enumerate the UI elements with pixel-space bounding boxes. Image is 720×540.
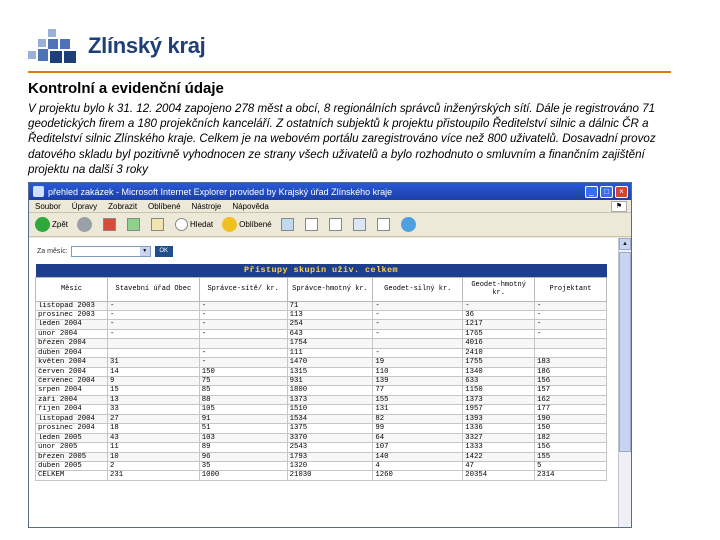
table-cell: 157: [535, 386, 607, 395]
table-cell: 77: [373, 386, 463, 395]
table-cell: 155: [373, 395, 463, 404]
menu-nastroje[interactable]: Nástroje: [191, 201, 222, 211]
table-row: [36, 386, 607, 395]
table-cell: -: [199, 358, 287, 367]
table-cell: -: [373, 348, 463, 357]
browser-menubar: [29, 200, 631, 213]
table-cell: 71: [287, 301, 373, 310]
table-cell: 64: [373, 433, 463, 442]
table-cell: 91: [199, 414, 287, 423]
table-cell: [373, 339, 463, 348]
table-cell: -: [107, 329, 199, 338]
table-cell: 4: [373, 461, 463, 470]
ie-icon: [33, 186, 44, 197]
table-row: [36, 348, 607, 357]
refresh-icon: [127, 218, 140, 231]
filter-label: Za měsíc:: [37, 248, 68, 255]
table-cell: 82: [373, 414, 463, 423]
table-cell: 182: [535, 433, 607, 442]
table-cell: 2: [107, 461, 199, 470]
intro-paragraph: V projektu bylo k 31. 12. 2004 zapojeno 278 měst a obcí, 8 regionálních správců inženýrských sítí. Dále je registrováno 71 geodetických firem a 180 projekčních kanceláří. Z ostatních subjektů k projektu přistoupilo Ředitelství silnic a dálnic ČR a Ředitelství silnic Zlínského kraje. Celkem je na webovém portálu zaregistrováno více než 800 uživatelů. Dosavadní provoz datového skladu byl pozitivně vyhodnocen ze strany všech uživatelů a bylo rozhodnuto o smluvním a finančním zajištění projektu na další 3 roky: [28, 102, 656, 176]
table-cell: 88: [199, 395, 287, 404]
table-cell: 1510: [287, 405, 373, 414]
table-cell: 1373: [287, 395, 373, 404]
table-row: [36, 377, 607, 386]
table-cell: CELKEM: [36, 471, 108, 480]
table-row: [36, 367, 607, 376]
table-cell: -: [199, 301, 287, 310]
table-cell: 107: [373, 443, 463, 452]
menu-upravy[interactable]: Úpravy: [71, 201, 98, 211]
history-icon: [281, 218, 294, 231]
table-cell: prosinec 2003: [36, 310, 108, 319]
col-header: Geodet-hmotný kr.: [463, 277, 535, 301]
table-cell: 15: [107, 386, 199, 395]
table-row: [36, 471, 607, 480]
page-title: Kontrolní a evidenční údaje: [28, 80, 224, 97]
edit-button[interactable]: [353, 218, 368, 231]
table-cell: listopad 2004: [36, 414, 108, 423]
table-cell: 103: [199, 433, 287, 442]
scroll-thumb[interactable]: [619, 252, 631, 452]
table-cell: -: [107, 301, 199, 310]
search-button[interactable]: Hledat: [175, 218, 213, 231]
table-cell: 643: [287, 329, 373, 338]
table-cell: 150: [535, 424, 607, 433]
table-cell: 1765: [463, 329, 535, 338]
access-stats-table: [35, 264, 607, 481]
home-icon: [151, 218, 164, 231]
col-header: Správce-sítě/ kr.: [199, 277, 287, 301]
table-cell: 156: [535, 377, 607, 386]
table-caption-row: [36, 264, 607, 277]
month-select[interactable]: [71, 246, 151, 257]
table-cell: 1260: [373, 471, 463, 480]
table-cell: 113: [287, 310, 373, 319]
table-row: [36, 358, 607, 367]
table-cell: -: [199, 320, 287, 329]
table-caption: Přístupy skupin uživ. celkem: [36, 264, 607, 277]
logo-text: Zlínský kraj: [88, 33, 206, 58]
table-cell: 19: [373, 358, 463, 367]
table-cell: 1217: [463, 320, 535, 329]
chevron-down-icon: ▼: [140, 247, 150, 256]
table-cell: 105: [199, 405, 287, 414]
table-cell: -: [535, 310, 607, 319]
table-cell: 33: [107, 405, 199, 414]
table-cell: 2543: [287, 443, 373, 452]
table-cell: 186: [535, 367, 607, 376]
table-cell: 5: [535, 461, 607, 470]
col-header: Geodet-silný kr.: [373, 277, 463, 301]
table-cell: 1793: [287, 452, 373, 461]
table-cell: 1340: [463, 367, 535, 376]
table-cell: 27: [107, 414, 199, 423]
table-cell: únor 2005: [36, 443, 108, 452]
table-cell: prosinec 2004: [36, 424, 108, 433]
table-cell: 1320: [287, 461, 373, 470]
menu-zobrazit[interactable]: Zobrazit: [108, 201, 138, 211]
table-cell: březen 2005: [36, 452, 108, 461]
table-cell: 3327: [463, 433, 535, 442]
table-cell: 1754: [287, 339, 373, 348]
back-arrow-icon: [35, 217, 50, 232]
filter-bar: [37, 246, 173, 257]
table-cell: 96: [199, 452, 287, 461]
minimize-button[interactable]: _: [585, 186, 598, 198]
table-cell: 2314: [535, 471, 607, 480]
refresh-button[interactable]: [127, 218, 142, 231]
table-cell: leden 2005: [36, 433, 108, 442]
table-cell: 21030: [287, 471, 373, 480]
table-cell: -: [199, 329, 287, 338]
word-icon: [353, 218, 366, 231]
table-cell: leden 2004: [36, 320, 108, 329]
table-cell: -: [463, 301, 535, 310]
table-cell: srpen 2004: [36, 386, 108, 395]
zlinsky-kraj-logo: [28, 28, 205, 64]
table-cell: 183: [535, 358, 607, 367]
table-cell: 177: [535, 405, 607, 414]
table-cell: -: [535, 301, 607, 310]
table-cell: 10: [107, 452, 199, 461]
table-cell: 1422: [463, 452, 535, 461]
table-cell: 4016: [463, 339, 535, 348]
col-header: Stavební úřad Obec: [107, 277, 199, 301]
table-cell: 131: [373, 405, 463, 414]
menu-napoveda[interactable]: Nápověda: [232, 201, 269, 211]
table-row: [36, 320, 607, 329]
messenger-icon: [401, 217, 416, 232]
table-cell: 9: [107, 377, 199, 386]
maximize-button[interactable]: □: [600, 186, 613, 198]
table-cell: červen 2004: [36, 367, 108, 376]
table-cell: 43: [107, 433, 199, 442]
filter-ok-button[interactable]: OK: [155, 246, 173, 257]
menu-oblibene[interactable]: Oblíbené: [148, 201, 181, 211]
table-row: [36, 405, 607, 414]
table-header-row: [36, 277, 607, 301]
mail-icon: [305, 218, 318, 231]
table-cell: 1150: [463, 386, 535, 395]
table-row: [36, 395, 607, 404]
table-cell: 162: [535, 395, 607, 404]
table-cell: listopad 2003: [36, 301, 108, 310]
table-cell: [535, 339, 607, 348]
table-cell: -: [373, 310, 463, 319]
table-row: [36, 461, 607, 470]
table-cell: 75: [199, 377, 287, 386]
header-divider: [28, 71, 671, 73]
table-row: [36, 452, 607, 461]
table-row: [36, 424, 607, 433]
table-cell: 111: [287, 348, 373, 357]
table-cell: říjen 2004: [36, 405, 108, 414]
col-header: Projektant: [535, 277, 607, 301]
table-cell: 1375: [287, 424, 373, 433]
star-icon: [222, 217, 237, 232]
table-cell: 11: [107, 443, 199, 452]
table-row: [36, 310, 607, 319]
table-cell: [107, 348, 199, 357]
table-cell: -: [535, 320, 607, 329]
table-cell: duben 2005: [36, 461, 108, 470]
table-cell: -: [373, 329, 463, 338]
table-cell: 1333: [463, 443, 535, 452]
table-cell: 1000: [199, 471, 287, 480]
table-cell: 47: [463, 461, 535, 470]
table-row: [36, 443, 607, 452]
col-header: Měsíc: [36, 277, 108, 301]
table-cell: 155: [535, 452, 607, 461]
print-button[interactable]: [329, 218, 344, 231]
table-cell: 1315: [287, 367, 373, 376]
table-row: [36, 414, 607, 423]
page-viewport: [29, 238, 619, 528]
logo-squares-icon: [28, 29, 80, 63]
vertical-scrollbar[interactable]: [618, 238, 631, 528]
table-cell: -: [107, 310, 199, 319]
table-cell: 2410: [463, 348, 535, 357]
table-cell: -: [199, 348, 287, 357]
scroll-up-icon[interactable]: ▲: [619, 238, 631, 250]
browser-title: přehled zakázek - Microsoft Internet Explorer provided by Krajský úřad Zlínského kraje: [48, 186, 393, 197]
table-cell: 150: [199, 367, 287, 376]
windows-flag-icon: ⚑: [611, 201, 627, 212]
table-cell: únor 2004: [36, 329, 108, 338]
table-cell: 1534: [287, 414, 373, 423]
table-cell: květen 2004: [36, 358, 108, 367]
table-cell: 31: [107, 358, 199, 367]
table-cell: duben 2004: [36, 348, 108, 357]
table-cell: -: [535, 329, 607, 338]
table-cell: -: [107, 320, 199, 329]
table-cell: 110: [373, 367, 463, 376]
table-cell: -: [373, 301, 463, 310]
table-row: [36, 433, 607, 442]
table-cell: 140: [373, 452, 463, 461]
print-icon: [329, 218, 342, 231]
home-button[interactable]: [151, 218, 166, 231]
table-cell: 51: [199, 424, 287, 433]
history-button[interactable]: [281, 218, 296, 231]
table-cell: 633: [463, 377, 535, 386]
table-cell: 231: [107, 471, 199, 480]
table-cell: 254: [287, 320, 373, 329]
table-cell: 1393: [463, 414, 535, 423]
browser-window-screenshot: [28, 182, 632, 528]
search-icon: [175, 218, 188, 231]
table-cell: 14: [107, 367, 199, 376]
menu-soubor[interactable]: Soubor: [35, 201, 61, 211]
table-cell: [199, 339, 287, 348]
table-row: [36, 301, 607, 310]
browser-toolbar: [29, 213, 631, 237]
forward-button[interactable]: [77, 217, 94, 232]
table-cell: 190: [535, 414, 607, 423]
table-cell: 99: [373, 424, 463, 433]
table-row: [36, 339, 607, 348]
table-cell: [535, 348, 607, 357]
table-cell: 18: [107, 424, 199, 433]
browser-titlebar: [29, 183, 631, 200]
table-cell: 20354: [463, 471, 535, 480]
table-cell: [107, 339, 199, 348]
table-cell: 13: [107, 395, 199, 404]
table-cell: 3370: [287, 433, 373, 442]
mail-button[interactable]: [305, 218, 320, 231]
table-cell: 36: [463, 310, 535, 319]
close-button[interactable]: ×: [615, 186, 628, 198]
discuss-button[interactable]: [377, 218, 392, 231]
stop-icon: [103, 218, 116, 231]
table-cell: 35: [199, 461, 287, 470]
col-header: Správce-hmotný kr.: [287, 277, 373, 301]
stop-button[interactable]: [103, 218, 118, 231]
forward-arrow-icon: [77, 217, 92, 232]
table-cell: březen 2004: [36, 339, 108, 348]
table-cell: červenec 2004: [36, 377, 108, 386]
table-cell: 1755: [463, 358, 535, 367]
messenger-button[interactable]: [401, 217, 418, 232]
table-cell: -: [373, 320, 463, 329]
back-button[interactable]: Zpět: [35, 217, 68, 232]
table-cell: 1373: [463, 395, 535, 404]
table-cell: 89: [199, 443, 287, 452]
table-cell: 85: [199, 386, 287, 395]
table-cell: září 2004: [36, 395, 108, 404]
favorites-button[interactable]: Oblíbené: [222, 217, 271, 232]
discuss-icon: [377, 218, 390, 231]
table-cell: 139: [373, 377, 463, 386]
table-cell: 1957: [463, 405, 535, 414]
table-cell: 1470: [287, 358, 373, 367]
table-cell: 1800: [287, 386, 373, 395]
table-cell: 931: [287, 377, 373, 386]
table-row: [36, 329, 607, 338]
table-cell: 156: [535, 443, 607, 452]
table-cell: -: [199, 310, 287, 319]
table-cell: 1336: [463, 424, 535, 433]
